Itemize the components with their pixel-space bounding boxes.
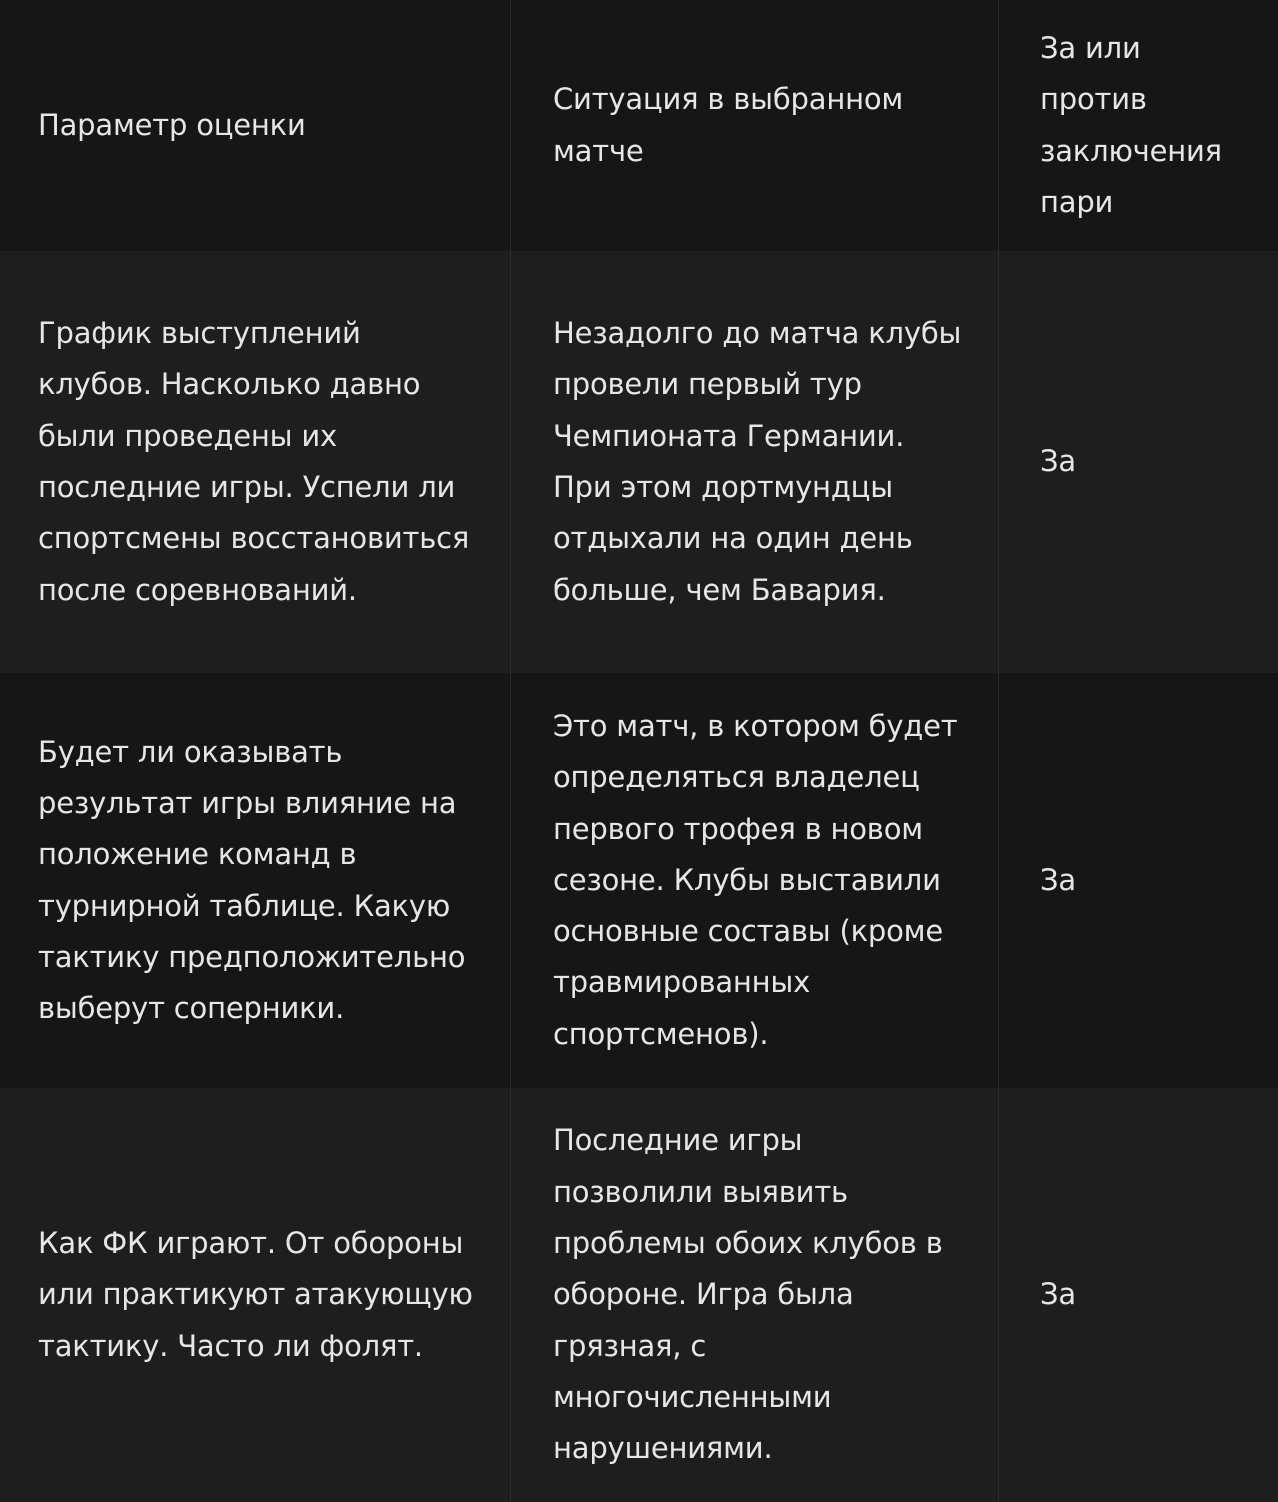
table-cell-verdict <box>999 673 1278 1088</box>
header-cell-param <box>0 0 511 251</box>
table-cell-param <box>0 1088 511 1502</box>
header-situation-label: Ситуация в выбранном матче <box>553 82 904 168</box>
table-row <box>0 673 1278 1089</box>
table-header-row <box>0 0 1278 252</box>
table-cell-verdict <box>999 1088 1278 1502</box>
row-verdict-text: За <box>1040 862 1076 897</box>
row-param-text: График выступлений клубов. Насколько давно были проведены их последние игры. Успели ли спортсмены восстановиться после соревнований. <box>38 316 470 607</box>
row-param-text: Как ФК играют. От обороны или практикуют атакующую тактику. Часто ли фолят. <box>38 1226 473 1363</box>
header-param-label: Параметр оценки <box>38 107 306 142</box>
table-cell-situation <box>511 1088 999 1502</box>
row-param-text: Будет ли оказывать результат игры влияние на положение команд в турнирной таблице. Какую тактику предположительно выберут соперники. <box>38 734 466 1026</box>
table-row <box>0 251 1278 674</box>
row-verdict-text: За <box>1040 444 1076 479</box>
header-cell-situation <box>511 0 999 251</box>
table-cell-situation <box>511 251 999 673</box>
table-cell-param <box>0 673 511 1088</box>
table-cell-verdict <box>999 251 1278 673</box>
table-cell-situation <box>511 673 999 1088</box>
table-row <box>0 1088 1278 1502</box>
row-situation-text: Незадолго до матча клубы провели первый тур Чемпионата Германии. При этом дортмундцы отдыхали на один день больше, чем Бавария. <box>553 316 962 607</box>
header-cell-verdict <box>999 0 1278 251</box>
table-cell-param <box>0 251 511 673</box>
row-situation-text: Последние игры позволили выявить проблемы обоих клубов в обороне. Игра была грязная, с многочисленными нарушениями. <box>553 1123 943 1466</box>
row-situation-text: Это матч, в котором будет определяться владелец первого трофея в новом сезоне. Клубы выставили основные составы (кроме травмированных спортсменов). <box>553 708 958 1051</box>
header-verdict-label: За или против заключения пари <box>1040 30 1222 219</box>
row-verdict-text: За <box>1040 1277 1076 1312</box>
